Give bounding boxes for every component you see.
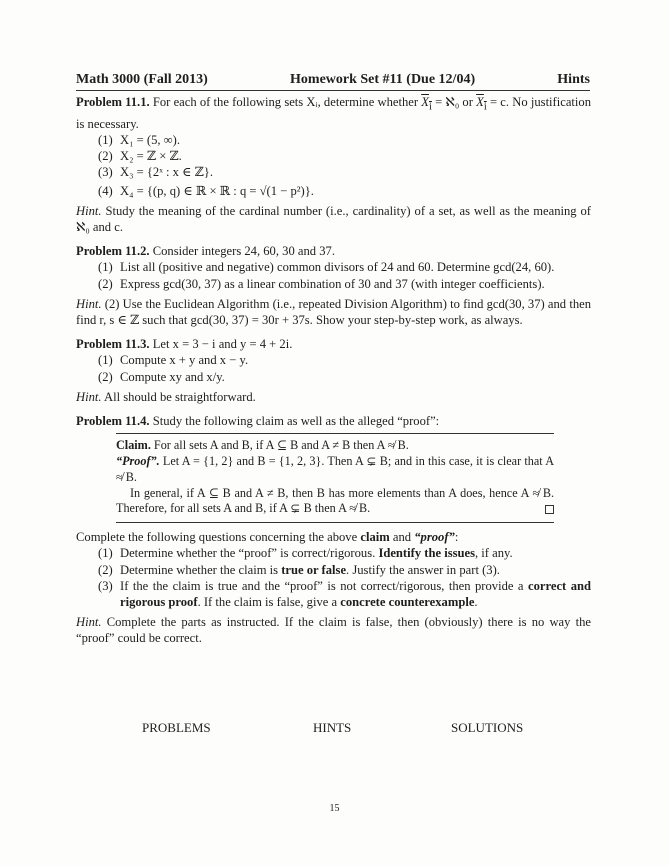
- problem-11-3-intro: [76, 336, 591, 352]
- item-text: Express gcd(30, 37) as a linear combination of 30 and 37 (with integer coefficients).: [120, 276, 545, 291]
- claim-label: Claim.: [116, 438, 151, 453]
- homework-content: [76, 94, 591, 647]
- assignment-label: Homework Set #11 (Due 12/04): [290, 72, 476, 87]
- problem-11-3-title: Problem 11.3.: [76, 337, 150, 352]
- item-number: (2): [98, 149, 113, 164]
- instructions-text: Complete the following questions concerning the above: [76, 530, 358, 545]
- cardinality-symbol: $X_i$: [421, 95, 432, 113]
- problems-link[interactable]: PROBLEMS: [142, 720, 211, 735]
- item-text: If the the claim is true and the “proof” is not correct/rigorous, then provide a correct and rigorous proof. If the claim is false, give a concrete counterexample.: [120, 578, 592, 609]
- section-label: Hints: [557, 72, 590, 87]
- item-number: (1): [98, 132, 113, 147]
- problem-11-3-hint: [76, 389, 591, 405]
- item-text: List all (positive and negative) common divisors of 24 and 60. Determine gcd(24, 60).: [120, 260, 555, 275]
- hint-text: (2) Use the Euclidean Algorithm (i.e., repeated Division Algorithm) to find gcd(30, 37) and then find r, s ∈ ℤ such that gcd(30, 37) = 30r + 37s. Show your step-by-step work, as always.: [76, 296, 591, 327]
- problem-11-1-text-4: No justification is necessary.: [76, 95, 592, 131]
- hint-label: Hint.: [76, 203, 102, 218]
- and-text: and: [392, 530, 412, 545]
- problem-11-2-hint: [76, 296, 591, 328]
- list-item: [98, 352, 591, 368]
- hint-label: Hint.: [76, 296, 102, 311]
- item-text: Compute xy and x/y.: [120, 369, 225, 384]
- cardinality-symbol-2: $X_i$: [476, 95, 487, 113]
- item-number: (4): [98, 183, 113, 198]
- problem-11-3-list: [76, 352, 591, 384]
- item-number: (3): [98, 165, 113, 180]
- solutions-link[interactable]: SOLUTIONS: [451, 720, 524, 735]
- problem-11-2-list: [76, 259, 591, 291]
- problem-11-1-intro: [76, 94, 591, 132]
- item-text: Determine whether the “proof” is correct/rigorous. Identify the issues, if any.: [120, 546, 513, 561]
- list-item: [98, 183, 591, 199]
- proof-label: “Proof”.: [116, 453, 160, 468]
- problem-11-4-title: Problem 11.4.: [76, 413, 150, 428]
- hint-text: All should be straightforward.: [104, 389, 256, 404]
- problem-11-4-text: Study the following claim as well as the alleged “proof”:: [152, 413, 440, 428]
- proof-emphasis: “proof”: [414, 530, 455, 545]
- item-text: X₁ = (5, ∞).: [120, 132, 180, 147]
- item-number: (2): [98, 562, 113, 577]
- hint-label: Hint.: [76, 389, 102, 404]
- page-header: [76, 72, 590, 91]
- claim-statement: [116, 438, 554, 454]
- problem-11-3-text: Let x = 3 − i and y = 4 + 2i.: [152, 337, 293, 352]
- list-item: [98, 369, 591, 385]
- problem-11-2-title: Problem 11.2.: [76, 244, 150, 259]
- claim-text: For all sets A and B, if A ⊆ B and A ≠ B then A ≉ B.: [153, 438, 409, 453]
- item-text: X₄ = {(p, q) ∈ ℝ × ℝ : q = √(1 − p²)}.: [120, 183, 314, 198]
- problem-11-1-text-3: = c.: [489, 95, 510, 109]
- qed-square-icon: [545, 505, 554, 514]
- item-text: Compute x + y and x − y.: [120, 353, 249, 368]
- proof-text: Let A = {1, 2} and B = {1, 2, 3}. Then A ⊊ B; and in this case, it is clear that A ≉ B.: [116, 453, 554, 484]
- problem-11-2-intro: [76, 243, 591, 259]
- problem-11-4-list: [76, 545, 591, 610]
- proof-paragraph: [116, 454, 554, 486]
- proof-paragraph-2: [116, 486, 554, 518]
- list-item: [98, 276, 591, 292]
- problem-11-1-text: For each of the following sets Xᵢ, determine whether: [152, 95, 419, 109]
- page-number: 15: [329, 803, 340, 814]
- list-item: [98, 164, 591, 180]
- hint-text: Complete the parts as instructed. If the claim is false, then (obviously) there is no way the “proof” could be correct.: [76, 615, 592, 646]
- problem-11-1-list: [76, 132, 591, 199]
- problem-11-1-title: Problem 11.1.: [76, 95, 150, 109]
- list-item: [98, 578, 591, 610]
- item-number: (3): [98, 578, 113, 593]
- problem-11-1-text-2: = ℵ₀ or: [435, 95, 473, 109]
- claim-box: [116, 433, 554, 523]
- list-item: [98, 132, 591, 148]
- item-text: Determine whether the claim is true or false. Justify the answer in part (3).: [120, 562, 500, 577]
- proof-text-2: In general, if A ⊆ B and A ≠ B, then B has more elements than A does, hence A ≉ B. Therefore, for all sets A and B, if A ⊊ B then A ≉ B.: [116, 485, 554, 516]
- hints-link[interactable]: HINTS: [313, 720, 352, 735]
- list-item: [98, 148, 591, 164]
- item-number: (1): [98, 546, 113, 561]
- hint-text: Study the meaning of the cardinal number (i.e., cardinality) of a set, as well as the meaning of ℵ₀ and c.: [76, 203, 591, 234]
- list-item: [98, 259, 591, 275]
- item-text: X₃ = {2ˣ : x ∈ ℤ}.: [120, 165, 213, 180]
- item-number: (2): [98, 369, 113, 384]
- item-number: (2): [98, 276, 113, 291]
- list-item: [98, 562, 591, 578]
- problem-11-4-instructions: Complete the following questions concerning the above claim and “proof”:: [76, 530, 459, 545]
- problem-11-4-intro: [76, 413, 591, 429]
- claim-emphasis: claim: [360, 530, 390, 545]
- item-text: X₂ = ℤ × ℤ.: [120, 149, 182, 164]
- list-item: [98, 545, 591, 561]
- course-label: Math 3000 (Fall 2013): [76, 72, 208, 87]
- problem-11-1-hint: [76, 203, 591, 235]
- hint-label: Hint.: [76, 615, 102, 630]
- problem-11-2-text: Consider integers 24, 60, 30 and 37.: [152, 244, 335, 259]
- problem-11-4-hint: [76, 614, 591, 646]
- item-number: (1): [98, 353, 113, 368]
- item-number: (1): [98, 260, 113, 275]
